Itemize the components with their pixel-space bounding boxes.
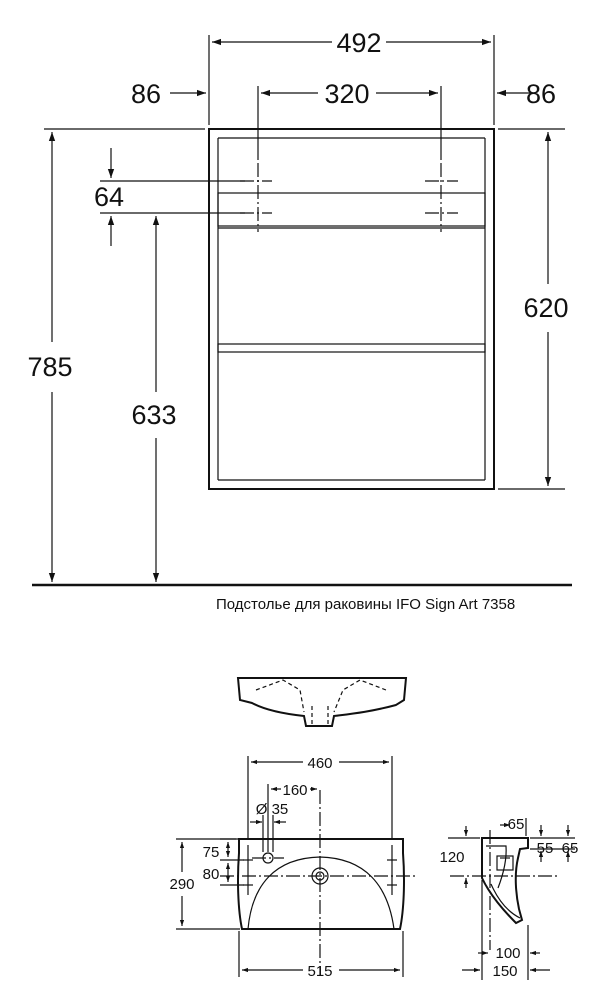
dim-width-total: 492 [336, 28, 382, 58]
dim-side-right: 86 [525, 79, 557, 109]
dim-tap-offset: 160 [282, 782, 308, 799]
cabinet-front-view [27, 28, 572, 585]
dim-hole-v1: 75 [202, 844, 220, 861]
basin-top-view [169, 755, 418, 980]
cabinet-outline [209, 129, 494, 489]
dim-side-h55: 55 [536, 840, 554, 857]
dim-hole-offset: 64 [93, 182, 125, 212]
basin-side-view [439, 816, 578, 980]
cabinet-shelf [218, 344, 485, 352]
dim-side-h65: 65 [561, 840, 579, 857]
caption: Подстолье для раковины IFO Sign Art 7358 [216, 596, 516, 613]
dim-basin-width-total: 515 [307, 963, 333, 980]
dim-side-w150: 150 [492, 963, 518, 980]
dim-basin-depth: 290 [169, 876, 195, 893]
dim-side-left: 86 [130, 79, 162, 109]
basin-front-profile [238, 678, 406, 726]
dim-side-top-65: 65 [507, 816, 525, 833]
dim-basin-width-top: 460 [307, 755, 333, 772]
dim-side-w100: 100 [495, 945, 521, 962]
dim-hole-height: 633 [131, 400, 177, 430]
dim-cabinet-height: 620 [523, 293, 569, 323]
dim-tap-diameter: Ø 35 [255, 801, 289, 818]
dim-total-height: 785 [27, 352, 73, 382]
dim-hole-v2: 80 [202, 866, 220, 883]
dim-hole-spacing: 320 [324, 79, 370, 109]
dim-side-h120: 120 [439, 849, 465, 866]
mounting-hole-marks [240, 163, 458, 232]
